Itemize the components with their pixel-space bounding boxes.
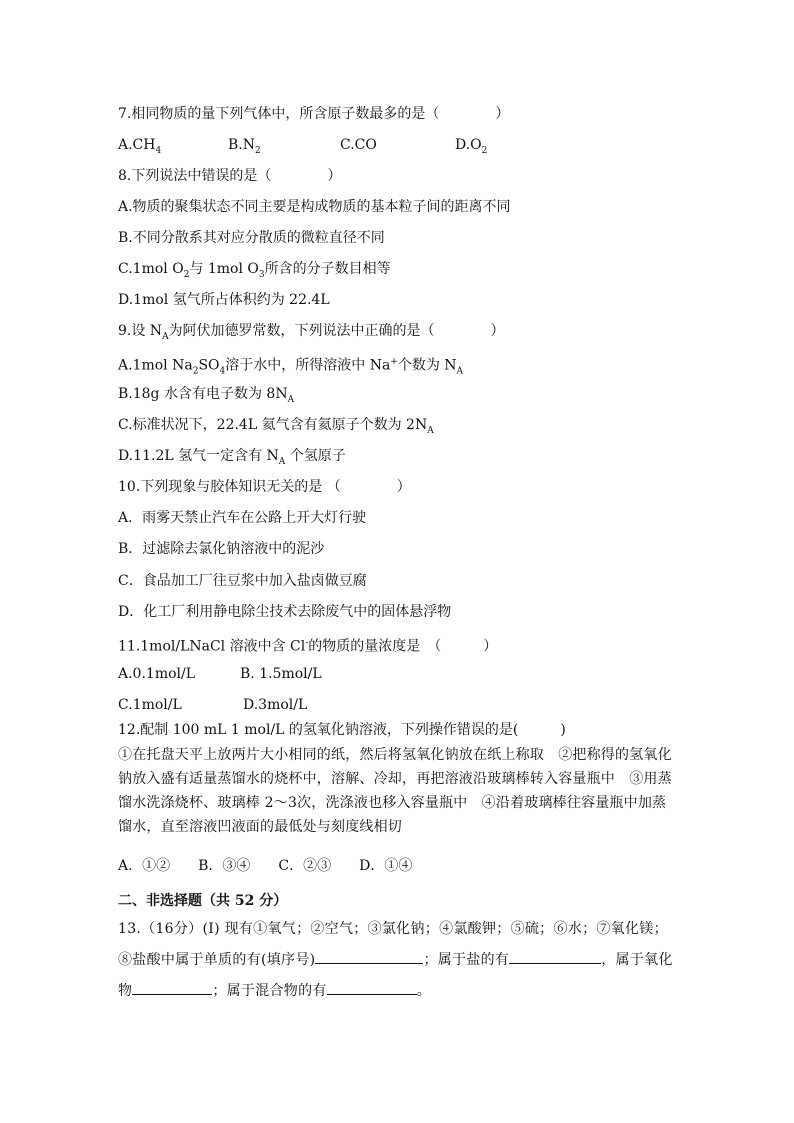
q13-text: 13.（16分）(Ⅰ) 现有①氧气；②空气；③氯化钠；④氯酸钾；⑤硫；⑥水；⑦氧化镁；⑧盐酸中属于单质的有(填序号) ；属于盐的有 ，属于氧化物 ；属于混合物的有 。 — [118, 921, 673, 999]
q10-option-b: B．过滤除去氯化钠溶液中的泥沙 — [118, 541, 325, 557]
q8-option-d: D.1mol 氢气所占体积约为 22.4L — [118, 292, 330, 308]
q12-stem: 12.配制 100 mL 1 mol/L 的氢氧化钠溶液，下列操作错误的是( ) — [118, 722, 566, 738]
q11-option-c: C.1mol/L — [118, 697, 182, 713]
q10-option-c: C．食品加工厂往豆浆中加入盐卤做豆腐 — [118, 573, 367, 589]
q10-option-a: A．雨雾天禁止汽车在公路上开大灯行驶 — [118, 510, 367, 526]
q7-option-d: $D.O_2$ — [455, 137, 488, 156]
section-heading: 二、非选择题（共 52 分） — [118, 893, 288, 909]
q7-option-a: $A.CH_4$ — [118, 137, 162, 156]
q9-option-b: B.18g 水含有电子数为 $8N_A$ — [118, 386, 295, 405]
answer-blank[interactable] — [315, 949, 423, 964]
q9-stem: 9.设 $N_A$为阿伏加德罗常数，下列说法中正确的是（ ） — [118, 323, 505, 342]
q11-option-d: D.3mol/L — [243, 697, 308, 713]
q11-stem: 11.1mol/LNaCl 溶液中含 Cl-的物质的量浓度是 （ ） — [118, 638, 498, 655]
q13-text-part: ；属于混合物的有 — [212, 983, 327, 999]
q9-option-d: D.11.2L 氢气一定含有 $N_A$ 个氢原子 — [118, 448, 346, 467]
q13-text-part: 。 — [416, 983, 432, 999]
q8-option-a: A.物质的聚集状态不同主要是构成物质的基本粒子间的距离不同 — [118, 199, 511, 215]
answer-blank[interactable] — [327, 980, 417, 995]
answer-blank[interactable] — [509, 949, 601, 964]
q11-option-a: A.0.1mol/L — [118, 666, 196, 682]
q8-option-c: C.1mol $O_2$与 1mol $O_3$所含的分子数目相等 — [118, 261, 391, 280]
q12-options: A．①② B．③④ C．②③ D．①④ — [118, 858, 413, 874]
answer-blank[interactable] — [132, 980, 212, 995]
q10-stem: 10.下列现象与胶体知识无关的是 （ ） — [118, 479, 411, 495]
q8-option-b: B.不同分散系其对应分散质的微粒直径不同 — [118, 230, 385, 246]
q9-option-a: A.1mol $Na_2SO_4$溶于水中，所得溶液中 Na+个数为 $N_A$ — [118, 357, 464, 377]
q12-body: ①在托盘天平上放两片大小相同的纸，然后将氢氧化钠放在纸上称取 ②把称得的氢氧化钠放入盛有适量蒸馏水的烧杯中，溶解、冷却，再把溶液沿玻璃棒转入容量瓶中 ③用蒸馏水洗涤烧杯、玻璃棒 2～3次，洗涤液也移入容量瓶中 ④沿着玻璃棒往容量瓶中加蒸馏水，直至溶液凹液面的最低处与刻度线相切 — [118, 747, 672, 835]
q8-stem: 8.下列说法中错误的是（ ） — [118, 168, 342, 184]
q9-option-c: C.标准状况下，22.4L 氦气含有氦原子个数为 $2N_A$ — [118, 417, 434, 436]
q7-option-c: C.CO — [340, 137, 377, 153]
q11-option-b: B. 1.5mol/L — [240, 666, 322, 682]
q10-option-d: D．化工厂利用静电除尘技术去除废气中的固体悬浮物 — [118, 604, 452, 620]
q7-stem: 7.相同物质的量下列气体中，所含原子数最多的是（ ） — [118, 106, 510, 122]
q7-option-b: $B.N_2$ — [228, 137, 261, 156]
